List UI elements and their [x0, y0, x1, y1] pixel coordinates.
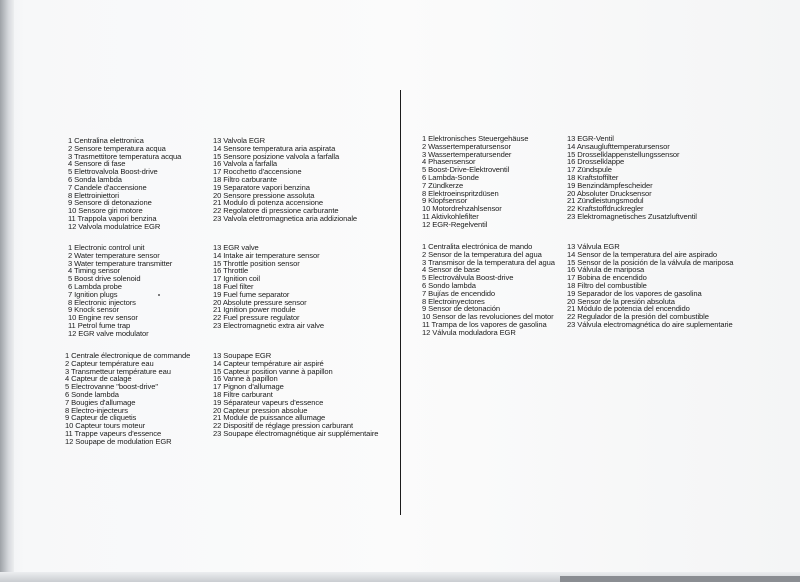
list-item: 20 Absolute pressure sensor: [213, 297, 307, 307]
spanish-list-left: [422, 243, 555, 337]
french-list-left: [65, 352, 190, 446]
list-item: 19 Séparateur vapeurs d'essence: [213, 397, 324, 407]
list-item: 12 EGR valve modulator: [68, 328, 149, 338]
list-item: 17 Ignition coil: [213, 274, 260, 284]
italian-list-right: [213, 137, 357, 223]
list-item: 1 Elektronisches Steuergehäuse: [422, 134, 529, 143]
list-item: 2 Water temperature sensor: [68, 250, 160, 260]
list-item: 10 Capteur tours moteur: [65, 421, 146, 431]
list-item: 19 Separatore vapori benzina: [213, 182, 310, 192]
german-list-right: [567, 135, 697, 221]
list-item: 16 Drosselklappe: [567, 157, 625, 167]
list-item: 3 Wassertemperatursender: [422, 149, 512, 159]
list-item: 10 Engine rev sensor: [68, 313, 138, 323]
list-item: 18 Fuel filter: [213, 281, 254, 291]
list-item: 11 Aktivkohlefilter: [422, 211, 479, 221]
list-item: 3 Water temperature transmitter: [68, 258, 173, 268]
list-item: 22 Regolatore di pressione carburante: [213, 206, 339, 216]
list-item: 1 Centralina elettronica: [68, 136, 144, 145]
list-item: 17 Bobina de encendido: [567, 273, 647, 283]
list-item: 17 Pignon d'allumage: [213, 382, 284, 392]
list-item: 23 Valvola elettromagnetica aria addizionale: [213, 213, 358, 223]
list-item: 3 Transmetteur température eau: [65, 366, 171, 376]
list-item: 13 Válvula EGR: [567, 242, 620, 251]
spanish-list-right: [567, 243, 733, 329]
list-item: 22 Dispositif de réglage pression carburant: [213, 421, 354, 431]
list-item: 5 Elettrovalvola Boost-drive: [68, 167, 158, 177]
list-item: 16 Válvula de mariposa: [567, 265, 645, 275]
list-item: 14 Intake air temperature sensor: [213, 250, 320, 260]
list-item: 23 Soupape électromagnétique air supplémentaire: [213, 428, 379, 438]
list-item: 14 Sensor de la temperatura del aire aspirado: [567, 249, 718, 259]
list-item: 22 Fuel pressure regulator: [213, 313, 300, 323]
list-item: 9 Knock sensor: [68, 305, 119, 315]
list-item: 7 Bujías de encendido: [422, 288, 496, 298]
list-item: 21 Zündleistungsmodul: [567, 196, 644, 206]
list-item: 7 Candele d'accensione: [68, 182, 147, 192]
list-item: 13 Soupape EGR: [213, 351, 272, 360]
list-item: 16 Vanne à papillon: [213, 374, 278, 384]
list-item: 5 Boost-Drive-Elektroventil: [422, 165, 510, 175]
english-list-left: [68, 244, 172, 338]
list-item: 7 Ignition plugs: [68, 289, 118, 299]
list-item: 15 Sensore posizione valvola a farfalla: [213, 151, 340, 161]
italian-list-left: [68, 137, 181, 231]
list-item: 10 Sensore giri motore: [68, 206, 143, 216]
list-item: 8 Electro-injecteurs: [65, 405, 128, 415]
list-item: 21 Modulo di potenza accensione: [213, 198, 324, 208]
list-item: 18 Filtro del combustible: [567, 280, 647, 290]
list-item: 19 Benzindämpfescheider: [567, 180, 653, 190]
list-item: 10 Sensor de las revoluciones del motor: [422, 312, 554, 322]
english-list-right: [213, 244, 324, 330]
list-item: 11 Trampa de los vapores de gasolina: [422, 319, 547, 329]
list-item: 15 Throttle position sensor: [213, 258, 300, 268]
list-item: 14 Ansauglufttemperatursensor: [567, 141, 670, 151]
list-item: 2 Capteur température eau: [65, 358, 154, 368]
page-bottom-shadow: [560, 576, 800, 582]
list-item: 21 Ignition power module: [213, 305, 296, 315]
list-item: 3 Transmisor de la temperatura del agua: [422, 257, 555, 267]
list-item: 6 Sondo lambda: [422, 280, 476, 290]
list-item: 4 Capteur de calage: [65, 374, 132, 384]
list-item: 12 Valvola modulatrice EGR: [68, 221, 161, 231]
list-item: 9 Sensore di detonazione: [68, 198, 152, 208]
list-item: 10 Motordrehzahlsensor: [422, 204, 502, 214]
list-item: 2 Sensore temperatura acqua: [68, 143, 166, 153]
list-item: 21 Module de puissance allumage: [213, 413, 326, 423]
list-item: 18 Kraftstoffilter: [567, 172, 619, 182]
list-item: 18 Filtre carburant: [213, 389, 273, 399]
list-item: 17 Zündspule: [567, 165, 612, 175]
list-item: 6 Lambda probe: [68, 281, 122, 291]
list-item: 12 Soupape de modulation EGR: [65, 436, 172, 446]
list-item: 22 Regulador de la presión del combustible: [567, 312, 709, 322]
list-item: 1 Centrale électronique de commande: [65, 351, 191, 360]
list-item: 21 Módulo de potencia del encendido: [567, 304, 690, 314]
list-item: 15 Sensor de la posición de la válvula de mariposa: [567, 257, 734, 267]
list-item: 23 Elektromagnetisches Zusatzluftventil: [567, 211, 697, 221]
list-item: 11 Petrol fume trap: [68, 320, 131, 330]
list-item: 8 Electroinyectores: [422, 296, 485, 306]
list-item: 20 Absoluter Drucksensor: [567, 188, 652, 198]
list-item: 14 Capteur température air aspiré: [213, 358, 324, 368]
list-item: 11 Trappe vapeurs d'essence: [65, 428, 162, 438]
list-item: 6 Sonda lambda: [68, 174, 122, 184]
list-item: 8 Elettroiniettori: [68, 190, 119, 200]
list-item: 12 Válvula moduladora EGR: [422, 327, 516, 337]
list-item: 13 EGR valve: [213, 243, 259, 252]
list-item: 17 Rocchetto d'accensione: [213, 167, 302, 177]
list-item: 16 Valvola a farfalla: [213, 159, 278, 169]
list-item: 20 Capteur pression absolue: [213, 405, 308, 415]
list-item: 9 Capteur de cliquetis: [65, 413, 137, 423]
list-item: 22 Kraftstoffdruckregler: [567, 204, 644, 214]
list-item: 4 Sensore di fase: [68, 159, 126, 169]
list-item: 20 Sensor de la presión absoluta: [567, 296, 675, 306]
list-item: 7 Zündkerze: [422, 180, 464, 190]
list-item: 15 Capteur position vanne à papillon: [213, 366, 333, 376]
list-item: 5 Boost drive solenoid: [68, 274, 141, 284]
list-item: 1 Electronic control unit: [68, 243, 145, 252]
page-left-edge: [0, 0, 14, 582]
list-item: 23 Electromagnetic extra air valve: [213, 320, 324, 330]
list-item: 11 Trappola vapori benzina: [68, 213, 157, 223]
list-item: 4 Timing sensor: [68, 266, 121, 276]
list-item: 8 Electronic injectors: [68, 297, 136, 307]
list-item: 20 Sensore pressione assoluta: [213, 190, 315, 200]
page-divider: [400, 90, 401, 515]
list-item: 5 Electroválvula Boost-drive: [422, 273, 514, 283]
list-item: 4 Phasensensor: [422, 157, 476, 167]
list-item: 16 Throttle: [213, 266, 249, 276]
list-item: 15 Drosselklappenstellungssensor: [567, 149, 680, 159]
list-item: 12 EGR-Regelventil: [422, 219, 488, 229]
list-item: 7 Bougies d'allumage: [65, 397, 136, 407]
list-item: 23 Válvula electromagnética do aire suplementarie: [567, 319, 733, 329]
list-item: 19 Separador de los vapores de gasolina: [567, 288, 702, 298]
list-item: 2 Wassertemperatursensor: [422, 141, 511, 151]
german-list-left: [422, 135, 528, 229]
list-item: 19 Fuel fume separator: [213, 289, 290, 299]
french-list-right: [213, 352, 378, 438]
list-item: 5 Electrovanne "boost-drive": [65, 382, 158, 392]
list-item: 6 Lambda-Sonde: [422, 172, 479, 182]
list-item: 4 Sensor de base: [422, 265, 480, 275]
list-item: 9 Klopfsensor: [422, 196, 468, 206]
list-item: 3 Trasmettitore temperatura acqua: [68, 151, 182, 161]
list-item: 8 Elektroeinspritzdüsen: [422, 188, 499, 198]
list-item: 2 Sensor de la temperatura del agua: [422, 249, 542, 259]
list-item: 9 Sensor de detonación: [422, 304, 501, 314]
list-item: 13 Valvola EGR: [213, 136, 266, 145]
list-item: 6 Sonde lambda: [65, 389, 119, 399]
list-item: 18 Filtro carburante: [213, 174, 277, 184]
list-item: 14 Sensore temperatura aria aspirata: [213, 143, 336, 153]
list-item: 13 EGR-Ventil: [567, 134, 614, 143]
list-item: 1 Centralita electrónica de mando: [422, 242, 533, 251]
